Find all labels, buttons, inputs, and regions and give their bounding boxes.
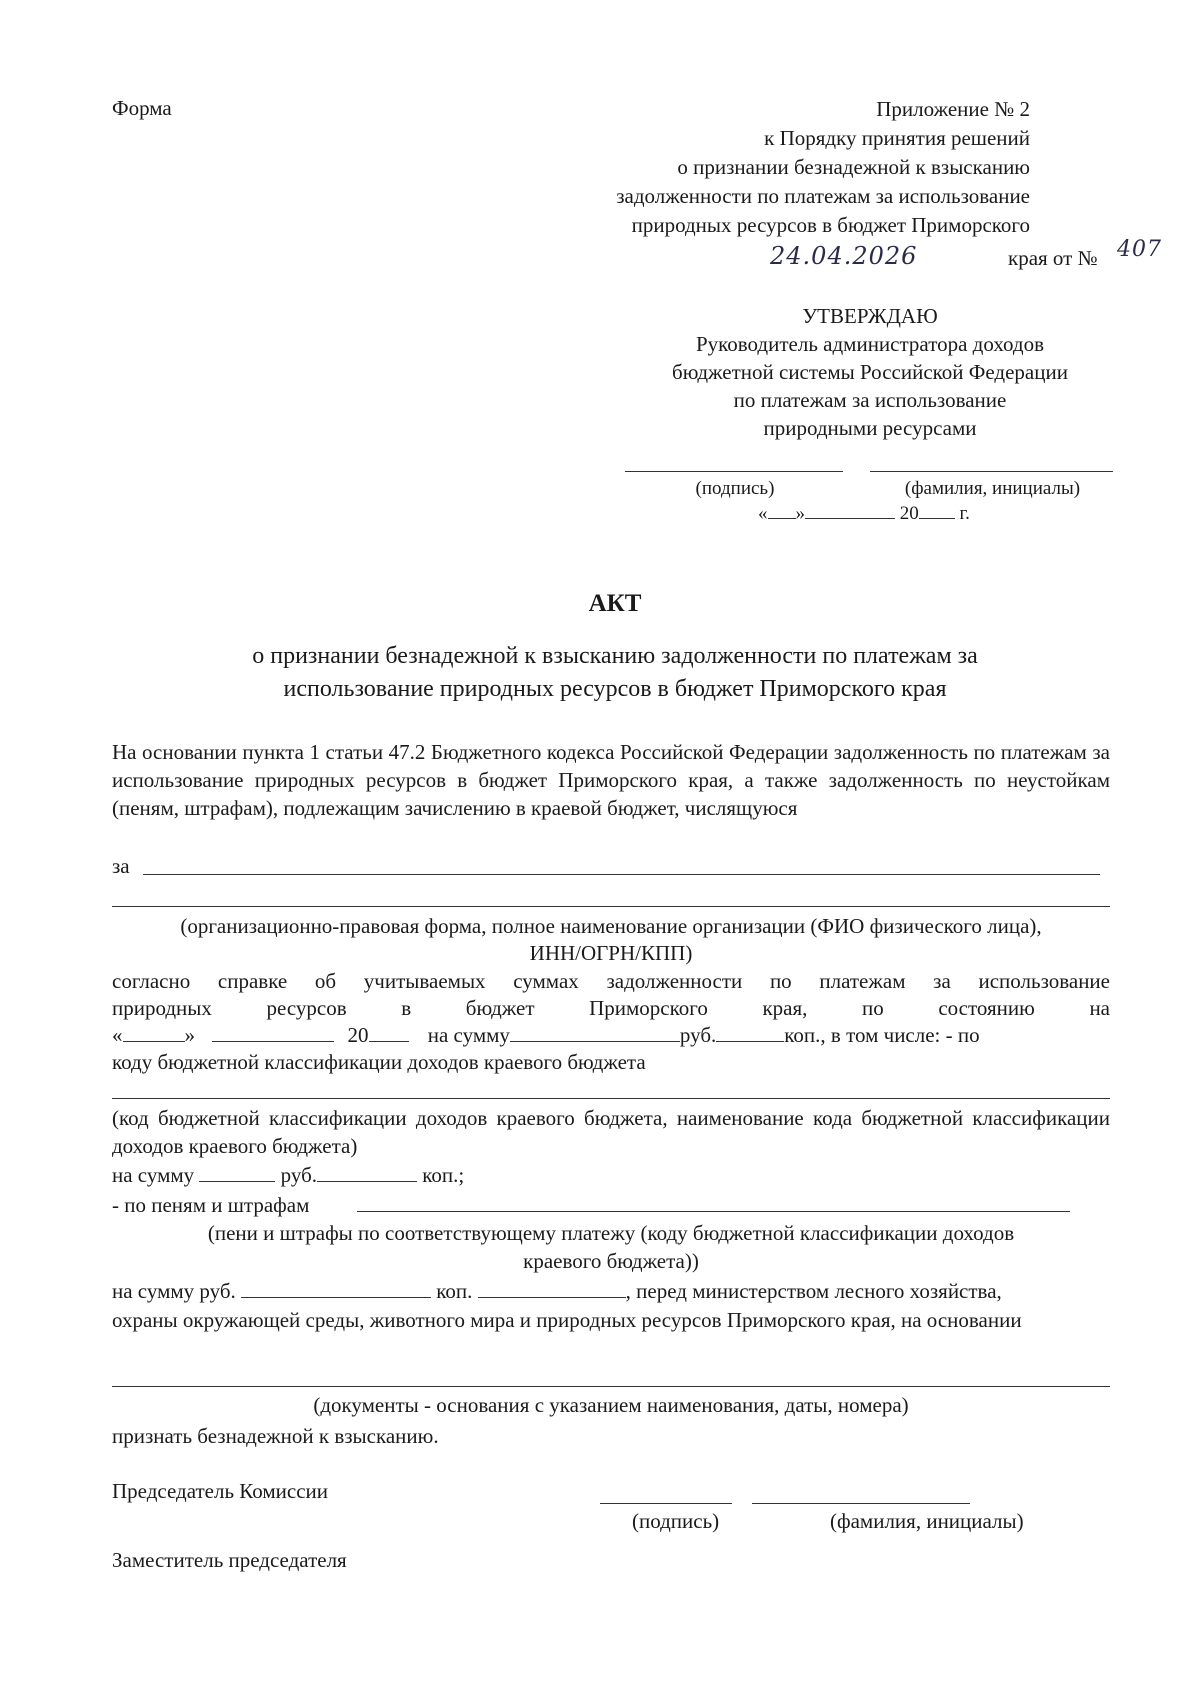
ref-month-blank <box>212 1023 334 1042</box>
sum-kop-blank <box>317 1163 417 1182</box>
kbk-blank-line <box>112 1098 1110 1099</box>
date-year-blank <box>919 500 955 519</box>
date-month-blank <box>805 500 895 519</box>
penalties-blank-line <box>357 1211 1070 1212</box>
ref-day-blank <box>123 1023 185 1042</box>
date-suffix: г. <box>959 503 970 524</box>
ref-kop-tail: коп., в том числе: - по <box>784 1023 980 1047</box>
chairman-signature-caption: (подпись) <box>632 1509 720 1533</box>
chairman-label: Председатель Комиссии <box>112 1479 328 1503</box>
penalties-caption-line: краевого бюджета)) <box>523 1249 699 1273</box>
org-blank-line <box>112 906 1110 907</box>
docs-caption: (документы - основания с указанием наименования, даты, номера) <box>313 1393 909 1417</box>
approval-line: по платежам за использование <box>733 388 1007 412</box>
ministry-tail: , перед министерством лесного хозяйства, <box>625 1279 1002 1303</box>
ministry-kop-blank <box>478 1279 626 1298</box>
appendix-line: Приложение № 2 <box>876 97 1030 121</box>
ref-kop-blank <box>716 1023 784 1042</box>
sum-kop: коп.; <box>422 1163 465 1187</box>
reference-date-amount-line <box>112 1022 980 1049</box>
appendix-block <box>616 95 1030 240</box>
ministry-sum-line <box>112 1278 1002 1305</box>
org-caption-line: ИНН/ОГРН/КПП) <box>529 941 693 965</box>
ref-amount-label: на сумму <box>427 1023 510 1047</box>
approval-line: бюджетной системы Российской Федерации <box>672 360 1068 384</box>
kbk-caption: (код бюджетной классификации доходов краевого бюджета, наименование кода бюджетной классификации доходов краевого бюджета) <box>112 1106 1110 1158</box>
docs-blank-line <box>112 1386 1110 1387</box>
penalties-caption-line: (пени и штрафы по соответствующему платежу (коду бюджетной классификации доходов <box>207 1221 1015 1245</box>
kray-ot-text: края от № <box>1008 246 1098 270</box>
sum-line <box>112 1162 464 1189</box>
date-close-quote: » <box>795 503 805 524</box>
chairman-name-caption: (фамилия, инициалы) <box>830 1509 1024 1533</box>
ref-year-blank <box>369 1023 409 1042</box>
deputy-label: Заместитель председателя <box>112 1548 347 1572</box>
act-title: АКТ <box>588 590 642 617</box>
chairman-name-line <box>752 1503 970 1504</box>
ref-amount-blank <box>510 1023 680 1042</box>
approval-line: Руководитель администратора доходов <box>695 332 1045 356</box>
conclusion-text: признать безнадежной к взысканию. <box>112 1424 439 1448</box>
sum-label: на сумму <box>112 1163 195 1187</box>
appendix-line: о признании безнадежной к взысканию <box>677 155 1030 179</box>
sum-rub-blank <box>199 1163 275 1182</box>
approval-signature-caption: (подпись) <box>695 478 775 499</box>
penalties-label: - по пеням и штрафам <box>112 1193 310 1217</box>
handwritten-number: 407 <box>1117 237 1162 262</box>
appendix-line: задолженности по платежам за использование <box>616 184 1030 208</box>
reference-line: согласно справке об учитываемых суммах задолженности по платежам за использование <box>112 969 1110 993</box>
appendix-line: к Порядку принятия решений <box>764 126 1030 150</box>
ministry-kop-label: коп. <box>436 1279 473 1303</box>
handwritten-date: 24.04.2026 <box>770 242 918 270</box>
ref-open-quote: « <box>112 1023 123 1047</box>
reference-last-line: коду бюджетной классификации доходов краевого бюджета <box>112 1050 646 1074</box>
date-year-prefix: 20 <box>899 503 919 524</box>
za-blank-line <box>143 874 1100 875</box>
ministry-sum-label: на сумму руб. <box>112 1279 236 1303</box>
ref-year: 20 <box>347 1023 369 1047</box>
ministry-paragraph: охраны окружающей среды, животного мира и природных ресурсов Приморского края, на основании <box>112 1308 1022 1332</box>
act-subtitle-line: использование природных ресурсов в бюджет Приморского края <box>283 676 947 702</box>
approval-block <box>620 302 1120 442</box>
date-open-quote: « <box>758 503 768 524</box>
ref-close-quote: » <box>184 1023 195 1047</box>
approval-date-line <box>758 500 970 527</box>
approval-name-line <box>870 471 1113 472</box>
chairman-signature-line <box>600 1503 732 1504</box>
form-label: Форма <box>112 96 172 120</box>
ministry-rub-blank <box>241 1279 431 1298</box>
ref-rub: руб. <box>679 1023 717 1047</box>
intro-paragraph: На основании пункта 1 статьи 47.2 Бюджетного кодекса Российской Федерации задолженность по платежам за использование природных ресурсов в бюджет Приморского края, а также задолженность по неустойкам (пеням, штрафам), подлежащим зачислению в краевой бюджет, числящуюся <box>112 740 1110 820</box>
approval-name-caption: (фамилия, инициалы) <box>904 478 1081 499</box>
approval-title: УТВЕРЖДАЮ <box>802 304 938 328</box>
sum-rub: руб. <box>280 1163 318 1187</box>
appendix-line: природных ресурсов в бюджет Приморского <box>631 213 1030 237</box>
date-day-blank <box>768 500 796 519</box>
approval-line: природными ресурсами <box>763 416 977 440</box>
org-caption-line: (организационно-правовая форма, полное наименование организации (ФИО физического лица), <box>180 914 1042 938</box>
reference-line: природных ресурсов в бюджет Приморского края, по состоянию на <box>112 996 1110 1020</box>
approval-signature-line <box>625 471 843 472</box>
za-label: за <box>112 854 130 878</box>
act-subtitle-line: о признании безнадежной к взысканию задолженности по платежам за <box>252 643 978 669</box>
